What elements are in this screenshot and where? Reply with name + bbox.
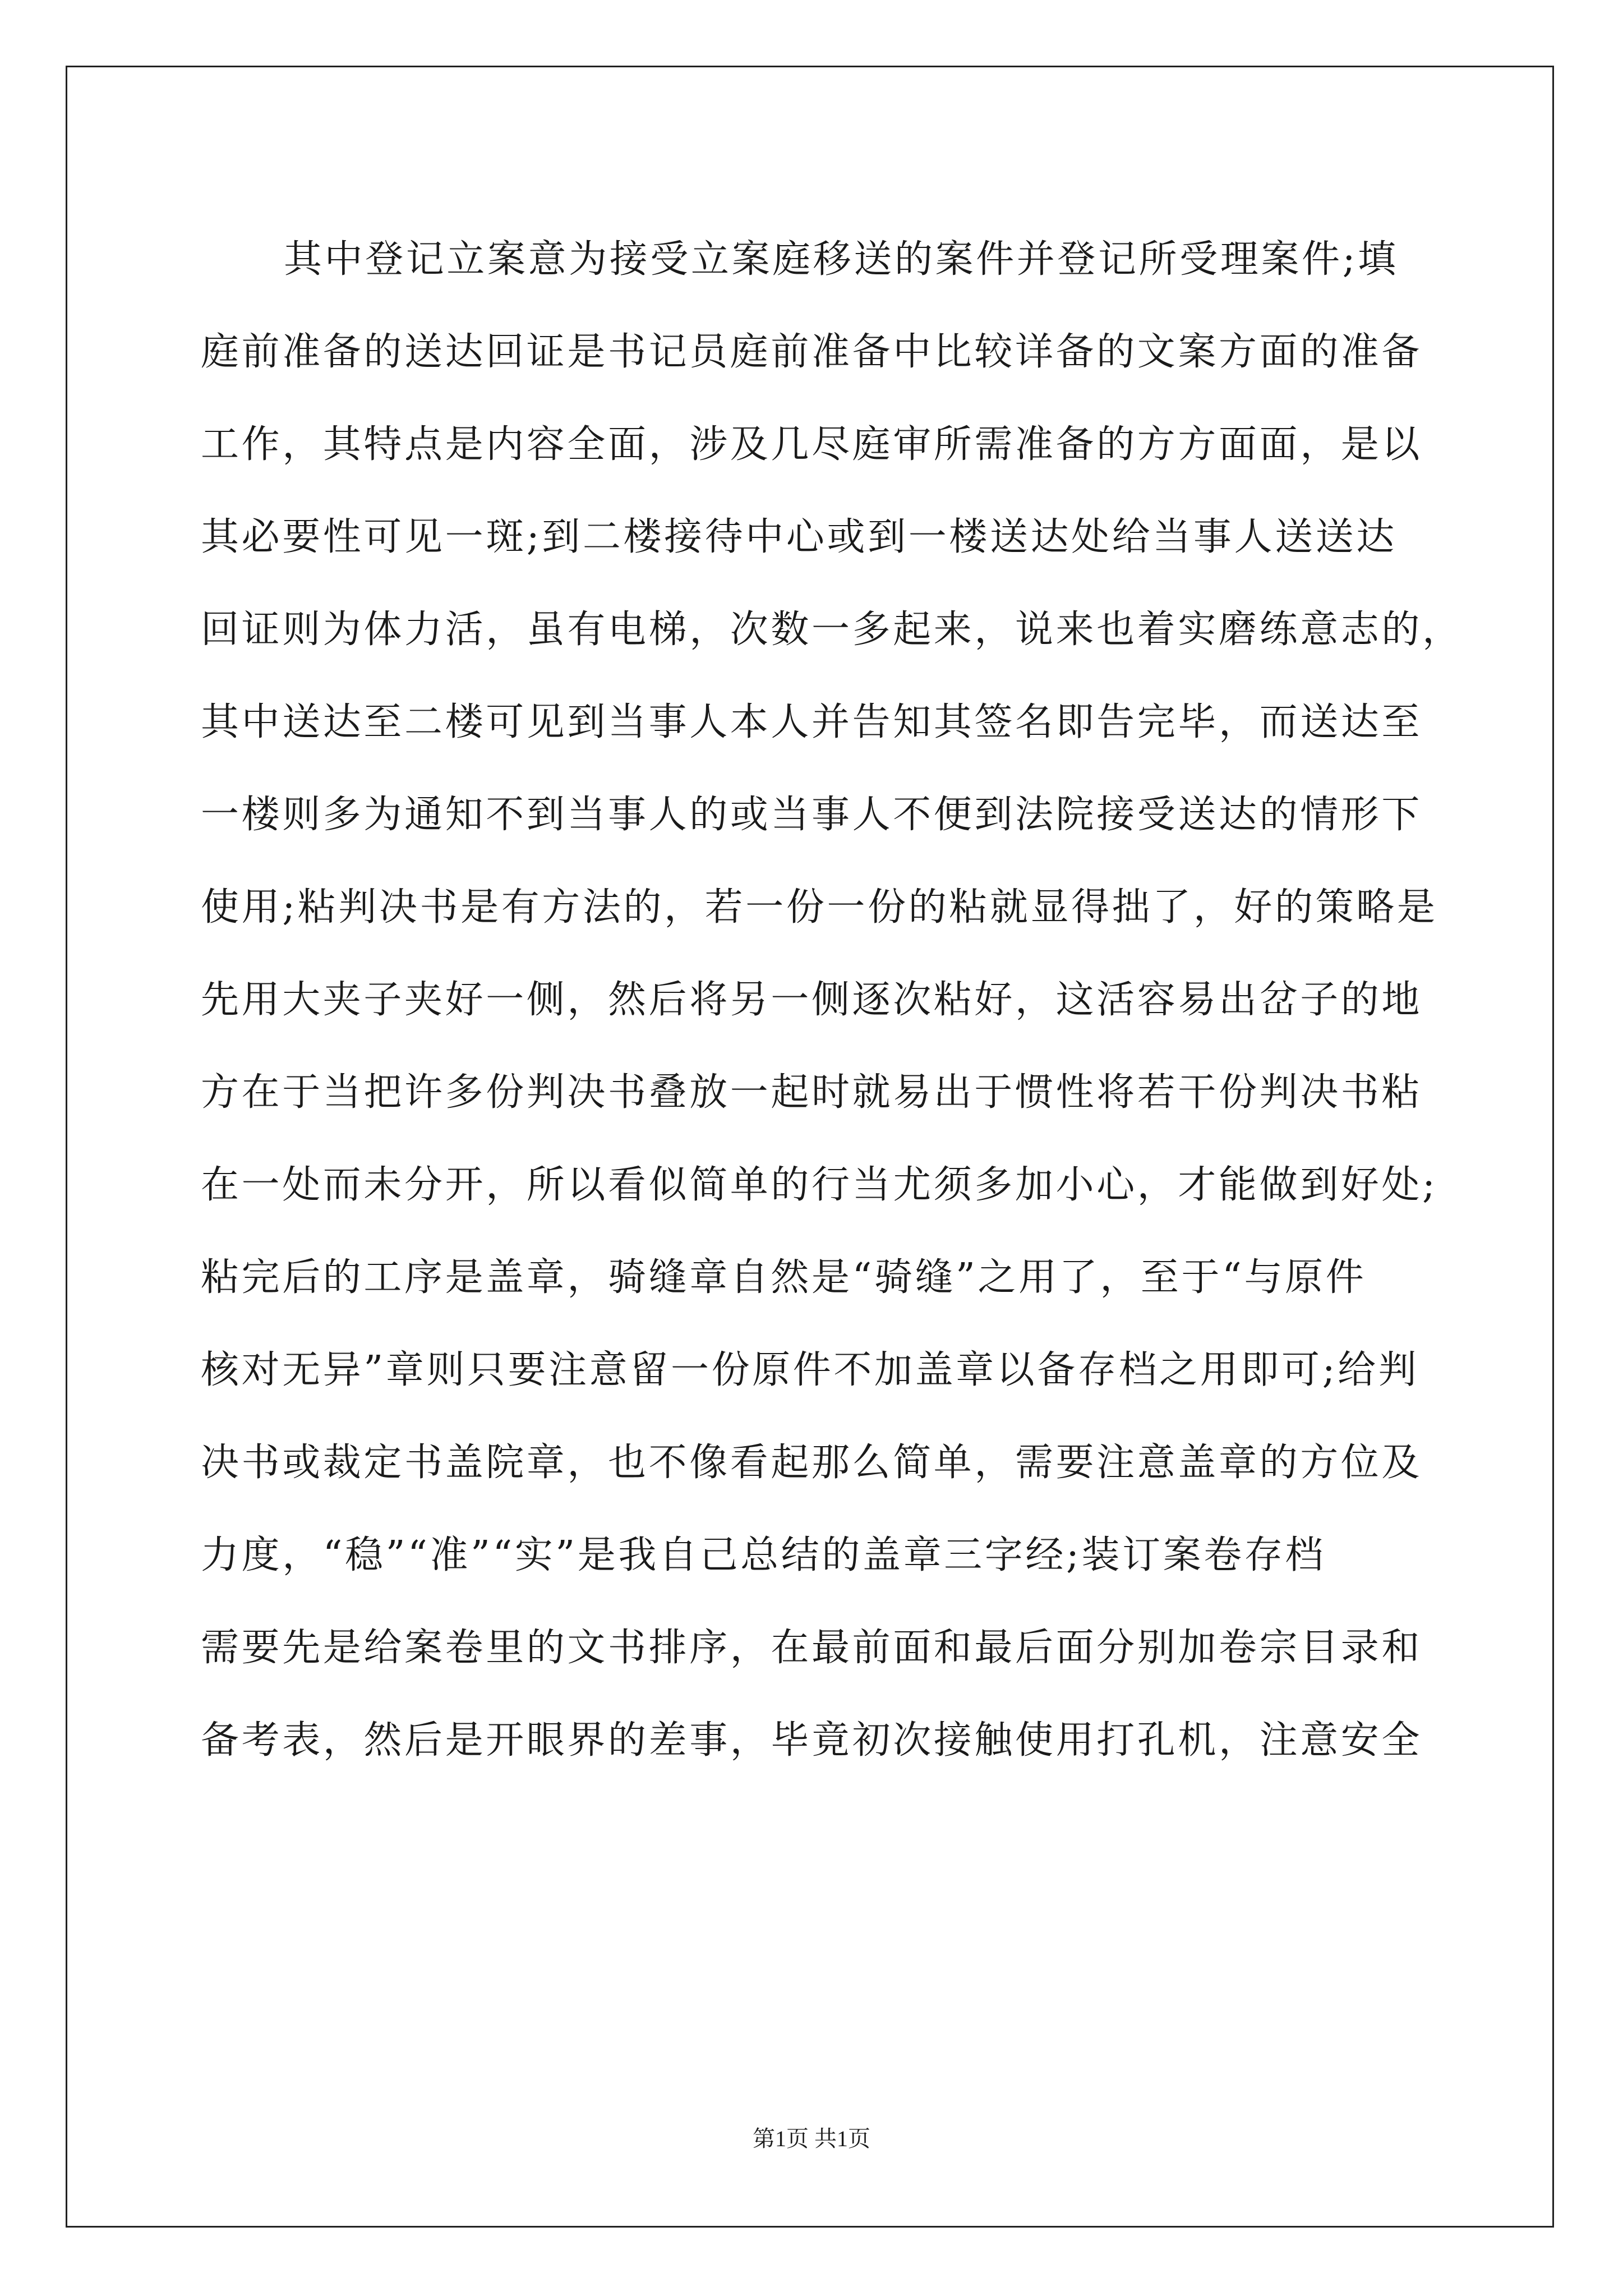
body-line: 力度，“稳”“准”“实”是我自己总结的盖章三字经;装订案卷存档 [201,1533,1326,1577]
page-footer: 第1页 共1页 [753,2126,870,2151]
body-line: 备考表，然后是开眼界的差事，毕竟初次接触使用打孔机，注意安全 [201,1718,1423,1763]
body-line: 先用大夹子夹好一侧，然后将另一侧逐次粘好，这活容易出岔子的地 [201,978,1423,1022]
document-body [201,213,1463,1787]
body-line: 其中登记立案意为接受立案庭移送的案件并登记所受理案件;填 [284,237,1399,282]
body-line: 工作，其特点是内容全面，涉及几尽庭审所需准备的方方面面，是以 [201,422,1423,467]
body-line: 使用;粘判决书是有方法的，若一份一份的粘就显得拙了，好的策略是 [201,885,1438,930]
body-line: 回证则为体力活，虽有电梯，次数一多起来，说来也着实磨练意志的， [201,608,1463,652]
body-line: 需要先是给案卷里的文书排序，在最前面和最后面分别加卷宗目录和 [201,1626,1423,1670]
body-line: 核对无异”章则只要注意留一份原件不加盖章以备存档之用即可;给判 [201,1348,1419,1392]
body-line: 其中送达至二楼可见到当事人本人并告知其签名即告完毕，而送达至 [201,700,1423,744]
body-line: 粘完后的工序是盖章，骑缝章自然是“骑缝”之用了，至于“与原件 [201,1255,1367,1300]
body-line: 决书或裁定书盖院章，也不像看起那么简单，需要注意盖章的方位及 [201,1441,1423,1485]
body-line: 其必要性可见一斑;到二楼接待中心或到一楼送达处给当事人送送达 [201,515,1397,559]
body-line: 一楼则多为通知不到当事人的或当事人不便到法院接受送达的情形下 [201,793,1423,837]
body-line: 在一处而未分开，所以看似简单的行当尤须多加小心，才能做到好处; [201,1163,1438,1207]
body-line: 庭前准备的送达回证是书记员庭前准备中比较详备的文案方面的准备 [201,330,1423,374]
body-line: 方在于当把许多份判决书叠放一起时就易出于惯性将若干份判决书粘 [201,1070,1423,1115]
